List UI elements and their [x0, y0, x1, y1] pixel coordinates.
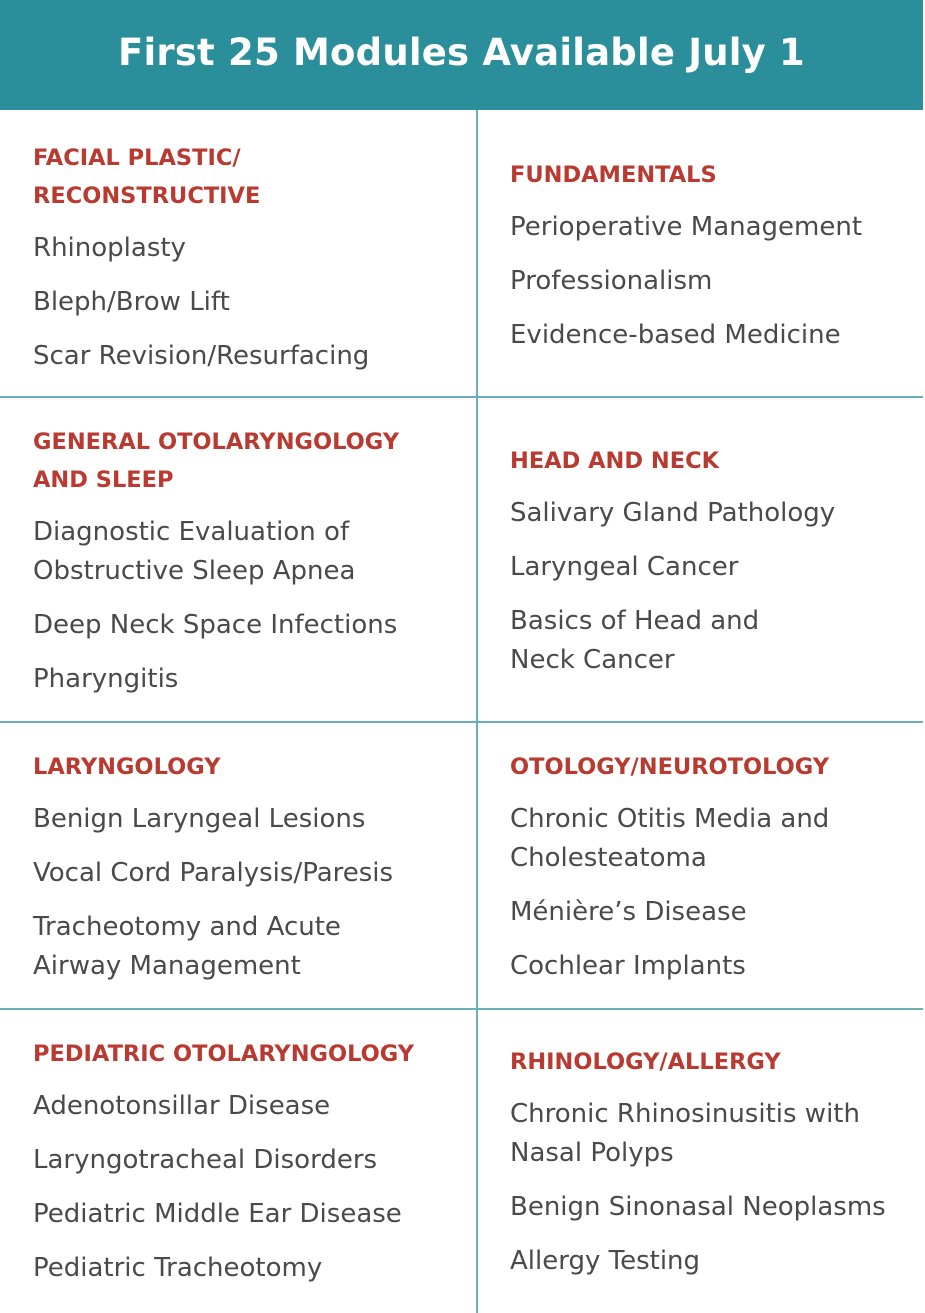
- section-heading: RHINOLOGY/ALLERGY: [510, 1049, 781, 1075]
- module-section-laryngology: [33, 748, 473, 985]
- section-heading: PEDIATRIC OTOLARYNGOLOGY: [33, 1041, 415, 1067]
- module-list: [510, 1095, 920, 1280]
- module-item: Chronic Rhinosinusitis with Nasal Polyps: [510, 1099, 860, 1168]
- page-title: First 25 Modules Available July 1: [118, 30, 805, 74]
- section-heading: FACIAL PLASTIC/ RECONSTRUCTIVE: [33, 145, 261, 209]
- module-item: Tracheotomy and Acute Airway Management: [33, 912, 341, 981]
- module-list: [33, 1087, 473, 1288]
- module-item: Adenotonsillar Disease: [33, 1091, 331, 1121]
- module-item: Laryngotracheal Disorders: [33, 1145, 378, 1175]
- module-section-pediatric: [33, 1035, 473, 1288]
- module-item: Ménière’s Disease: [510, 896, 747, 927]
- module-section-facial-plastic: [33, 139, 473, 376]
- row-divider: [0, 1008, 923, 1010]
- module-item: Chronic Otitis Media and Cholesteatoma: [510, 804, 830, 873]
- module-item: Bleph/Brow Lift: [33, 287, 230, 317]
- section-heading: FUNDAMENTALS: [510, 162, 717, 188]
- header-banner: [0, 0, 923, 110]
- module-item: Basics of Head and Neck Cancer: [510, 606, 760, 675]
- module-list: [33, 229, 473, 376]
- module-item: Vocal Cord Paralysis/Paresis: [33, 858, 394, 888]
- module-item: Evidence-based Medicine: [510, 320, 841, 350]
- module-item: Diagnostic Evaluation of Obstructive Sleep Apnea: [33, 517, 356, 586]
- module-item: Rhinoplasty: [33, 233, 186, 263]
- section-heading: GENERAL OTOLARYNGOLOGY AND SLEEP: [33, 429, 400, 493]
- section-heading: OTOLOGY/NEUROTOLOGY: [510, 754, 830, 780]
- module-section-head-and-neck: [510, 442, 920, 679]
- column-divider: [476, 110, 478, 1313]
- module-list: [510, 494, 920, 679]
- module-item: Deep Neck Space Infections: [33, 609, 398, 640]
- section-heading: HEAD AND NECK: [510, 448, 720, 474]
- module-list: [510, 800, 920, 985]
- module-item: Scar Revision/Resurfacing: [33, 341, 370, 371]
- module-item: Cochlear Implants: [510, 950, 746, 981]
- module-item: Pediatric Middle Ear Disease: [33, 1199, 402, 1229]
- module-item: Allergy Testing: [510, 1245, 701, 1276]
- module-list: [33, 513, 473, 698]
- module-item: Pharyngitis: [33, 663, 179, 694]
- row-divider: [0, 396, 923, 398]
- module-section-otology: [510, 748, 920, 985]
- module-item: Perioperative Management: [510, 212, 863, 242]
- module-section-general-otolaryngology: [33, 423, 473, 698]
- module-section-rhinology: [510, 1043, 920, 1280]
- row-divider: [0, 721, 923, 723]
- module-list: [510, 208, 920, 355]
- module-section-fundamentals: [510, 156, 920, 355]
- module-item: Salivary Gland Pathology: [510, 498, 836, 528]
- module-item: Professionalism: [510, 266, 713, 296]
- module-item: Laryngeal Cancer: [510, 552, 739, 582]
- module-item: Benign Sinonasal Neoplasms: [510, 1191, 886, 1222]
- section-heading: LARYNGOLOGY: [33, 754, 221, 780]
- module-item: Pediatric Tracheotomy: [33, 1253, 323, 1283]
- module-item: Benign Laryngeal Lesions: [33, 804, 366, 834]
- module-list: [33, 800, 473, 985]
